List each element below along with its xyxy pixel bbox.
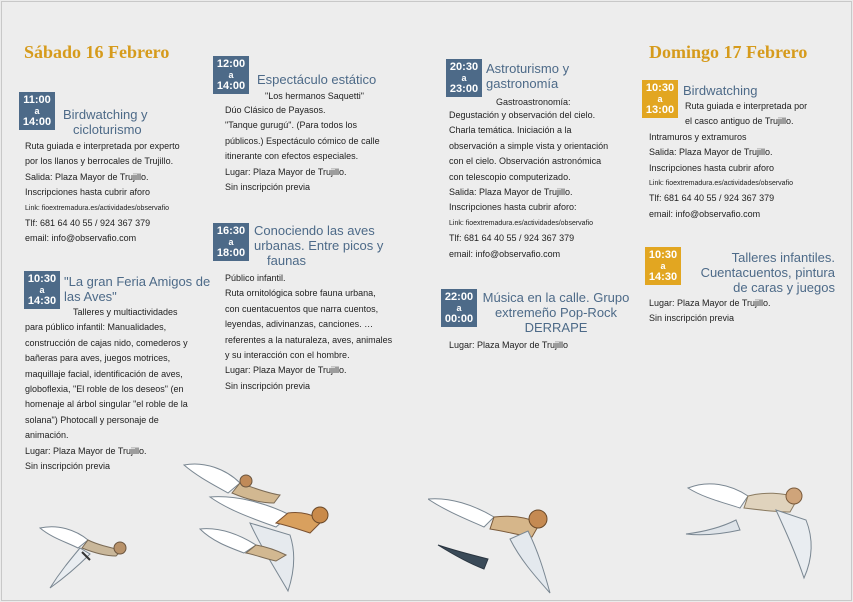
body-line: Degustación y observación del cielo. [449,110,596,120]
body-line: Ruta guiada e interpretada por [685,101,808,111]
time-start: 11:00 [23,94,51,106]
event-body-espectaculo [225,103,380,195]
body-line: Sin inscripción previa [225,380,311,391]
title-line: Espectáculo estático [257,72,377,87]
sandgrouse-bird-icon [428,489,568,599]
time-sep: a [660,261,666,271]
title-line: "La gran Feria Amigos de [64,274,211,289]
time-end: 18:00 [216,247,246,259]
time-badge [213,56,249,94]
time-start: 10:30 [645,82,675,94]
event-body-musica [449,338,568,353]
time-sep: a [657,94,663,104]
title-line: Birdwatching y [63,107,148,122]
body-line: referentes a la naturaleza, aves, animales [225,334,393,345]
body-line: observación a simple vista y orientación [449,140,609,151]
time-end: 14:00 [22,116,52,128]
event-body-birdwatching-domingo [649,99,807,222]
event-title-talleres [685,250,835,295]
body-line: con telescopio computerizado. [449,171,571,182]
title-line: Birdwatching [683,83,758,98]
event-body-talleres [649,296,771,327]
title-line: faunas [267,253,307,268]
email-line: email: info@observafio.com [25,233,137,244]
body-line: con el cielo. Observación astronómica [449,156,602,167]
title-line: Música en la calle. Grupo [482,290,630,305]
link-line: Link: fioextremadura.es/actividades/observafio [449,219,593,227]
time-badge [446,59,482,97]
body-line: animación. [25,430,69,441]
body-line: Ruta guiada e interpretada por experto [25,141,180,151]
sunday-heading: Domingo 17 Febrero [649,42,808,62]
time-badge [19,92,55,130]
body-line: Intramuros y extramuros [649,131,747,142]
sandgrouse-bird-icon [30,514,140,594]
body-line: Lugar: Plaza Mayor de Trujillo. [225,166,347,177]
link-line: Link: fioextremadura.es/actividades/observafio [25,204,169,212]
body-line: Lugar: Plaza Mayor de Trujillo. [649,298,771,308]
body-line: Salida: Plaza Mayor de Trujillo. [649,147,773,158]
event-body-birdwatching-cicloturismo [25,139,180,247]
time-end: 14:00 [216,80,246,92]
event-body-gran-feria [25,305,188,474]
body-line: Inscripciones hasta cubrir aforo [25,187,151,198]
time-start: 22:00 [444,291,474,303]
body-line: homenaje al árbol singular "el roble de la [25,399,188,410]
time-badge [24,271,60,309]
title-line: urbanas. Entre picos y [254,238,384,253]
time-sep: a [228,237,234,247]
body-line: Talleres y multiactividades [73,307,178,317]
body-line: Lugar: Plaza Mayor de Trujillo. [25,445,147,456]
time-sep: a [228,70,234,80]
body-line: globoflexia, "El roble de los deseos" (en [25,384,184,395]
body-line: Lugar: Plaza Mayor de Trujillo. [225,365,347,376]
title-line: Conociendo las aves [254,223,375,238]
event-title-espectaculo [257,72,376,87]
time-end: 23:00 [449,83,479,95]
saturday-heading: Sábado 16 Febrero [24,42,170,62]
title-line: de caras y juegos [733,280,835,295]
time-end: 13:00 [645,104,675,116]
title-line: DERRAPE [524,320,588,335]
brochure-page [1,1,852,601]
body-line: Inscripciones hasta cubrir aforo [649,162,775,173]
body-line: Salida: Plaza Mayor de Trujillo. [25,171,149,182]
body-line: Charla temática. Iniciación a la [449,125,572,136]
body-line: Dúo Clásico de Payasos. [225,105,326,115]
event-subtitle-astroturismo: Gastroastronomía: [496,97,571,107]
body-line: Salida: Plaza Mayor de Trujillo. [449,187,573,198]
time-sep: a [461,73,467,83]
email-line: email: info@observafio.com [649,208,761,219]
phone-line: Tlf: 681 64 40 55 / 924 367 379 [25,218,151,229]
event-body-conociendo [225,271,392,394]
time-sep: a [39,285,45,295]
time-start: 20:30 [449,61,479,73]
time-start: 16:30 [216,225,246,237]
event-title-conociendo [254,223,383,268]
body-line: bañeras para aves, juegos motrices, [25,353,171,364]
time-start: 12:00 [216,58,246,70]
time-badge [213,223,249,261]
event-subtitle-espectaculo: "Los hermanos Saquetti" [265,91,364,101]
time-sep: a [34,106,40,116]
body-line: con cuentacuentos que narra cuentos, [225,303,379,314]
body-line: Ruta ornitológica sobre fauna urbana, [225,288,376,299]
sandgrouse-flock-icon [180,457,350,597]
event-title-musica [481,290,631,335]
phone-line: Tlf: 681 64 40 55 / 924 367 379 [649,193,775,204]
body-line: para público infantil: Manualidades, [25,322,167,333]
body-line: Sin inscripción previa [25,461,111,472]
body-line: itinerante con efectos especiales. [225,151,359,162]
body-line: Inscripciones hasta cubrir aforo: [449,202,577,213]
event-title-astroturismo [486,61,569,91]
body-line: por los llanos y berrocales de Trujillo. [25,156,174,167]
time-badge [441,289,477,327]
body-line: Público infantil. [225,273,286,283]
event-title-gran-feria [64,274,210,304]
event-title-birdwatching-cicloturismo [63,107,148,137]
title-line: Cuentacuentos, pintura [700,265,835,280]
phone-line: Tlf: 681 64 40 55 / 924 367 379 [449,233,575,244]
body-line: públicos.) Espectáculo cómico de calle [225,135,380,146]
title-line: extremeño Pop-Rock [494,305,618,320]
title-line: cicloturismo [73,122,142,137]
body-line: maquillaje facial, identificación de aves, [25,368,183,379]
body-line: Lugar: Plaza Mayor de Trujillo [449,340,569,350]
body-line: construcción de cajas nido, comederos y [25,337,188,348]
event-title-birdwatching-domingo [683,83,757,98]
time-end: 00:00 [444,313,474,325]
time-sep: a [456,303,462,313]
title-line: gastronomía [486,76,559,91]
time-end: 14:30 [648,271,678,283]
body-line: "Tanque gurugú". (Para todos los [225,120,357,131]
time-start: 10:30 [27,273,57,285]
event-body-astroturismo [449,108,608,262]
email-line: email: info@observafio.com [449,248,561,259]
title-line: Astroturismo y [486,61,570,76]
body-line: Sin inscripción previa [225,182,311,193]
time-badge [645,247,681,285]
title-line: las Aves" [64,289,117,304]
body-line: el casco antiguo de Trujillo. [685,116,794,127]
time-end: 14:30 [27,295,57,307]
body-line: Sin inscripción previa [649,313,735,324]
body-line: y su interacción con el hombre. [225,350,350,361]
body-line: leyendas, adivinanzas, canciones. … [225,319,374,330]
sandgrouse-bird-icon [682,470,832,590]
title-line: Talleres infantiles. [731,250,835,265]
time-start: 10:30 [648,249,678,261]
body-line: solana") Photocall y personaje de [25,414,159,425]
link-line: Link: fioextremadura.es/actividades/observafio [649,180,793,188]
